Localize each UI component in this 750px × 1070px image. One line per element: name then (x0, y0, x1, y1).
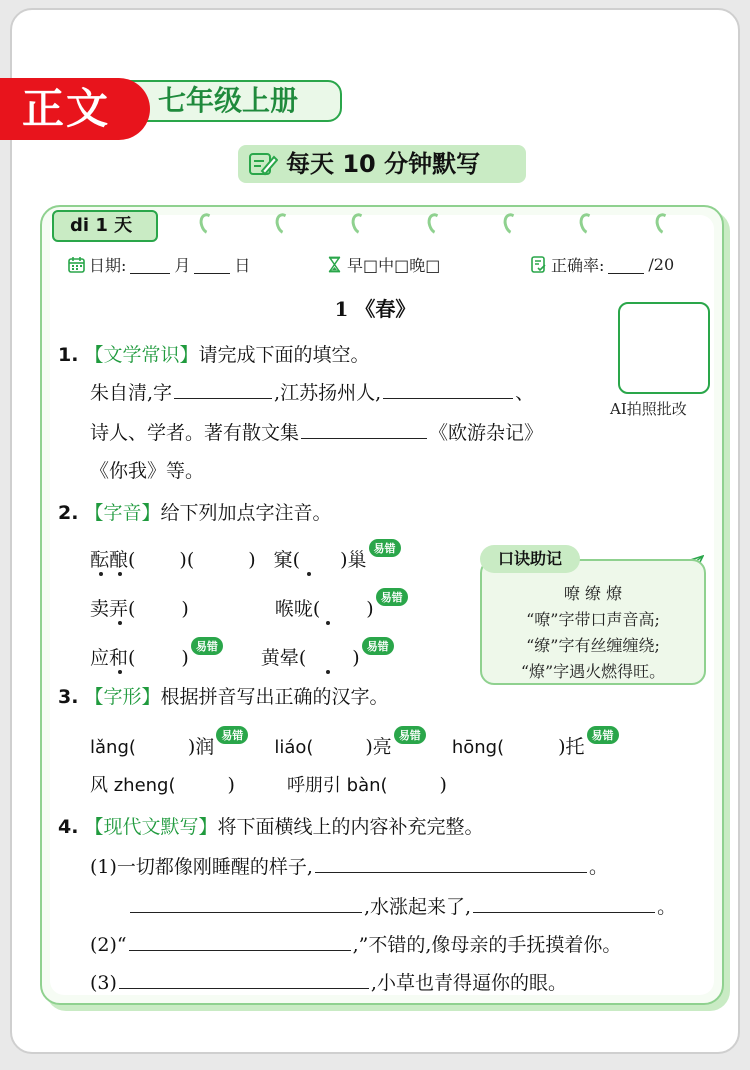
q4-text: (2)“ (90, 934, 127, 956)
error-prone-badge: 易错 (587, 726, 619, 744)
q4-text: (3) (90, 972, 117, 994)
question-number: 4. (58, 816, 79, 838)
q3-text: 风 zheng( (90, 775, 176, 796)
accuracy-label: 正确率: (551, 256, 605, 275)
q1-text: 《欧游杂记》 (429, 422, 544, 444)
question-4-heading (58, 812, 483, 839)
q1-line-3: 《你我》等。 (90, 460, 205, 482)
accuracy-field[interactable] (530, 253, 674, 276)
q2-text: ) (248, 549, 256, 571)
question-prompt: 根据拼音写出正确的汉字。 (160, 686, 389, 708)
q1-line-1 (90, 378, 534, 405)
question-prompt: 请完成下面的填空。 (198, 344, 370, 366)
question-2-heading (58, 498, 331, 525)
question-prompt: 将下面横线上的内容补充完整。 (217, 816, 484, 838)
question-tag: 【字形】 (84, 686, 161, 708)
q4-text: 。 (657, 896, 677, 918)
month-label: 月 (174, 256, 191, 275)
q3-text: 呼朋引 bàn( (286, 775, 388, 796)
date-field[interactable] (68, 253, 250, 276)
q2-text: ) (366, 598, 374, 620)
calendar-icon (68, 256, 85, 273)
page-title-text: 每天 10 分钟默写 (286, 150, 481, 178)
q1-text: 、 (515, 382, 535, 404)
question-tag: 【现代文默写】 (84, 816, 218, 838)
error-prone-badge: 易错 (191, 637, 223, 655)
error-prone-badge: 易错 (362, 637, 394, 655)
grade-label: 七年级上册 (120, 80, 342, 122)
question-prompt: 给下列加点字注音。 (160, 502, 332, 524)
q1-text: 朱自清,字 (90, 382, 173, 404)
question-3-heading (58, 682, 388, 709)
error-prone-badge: 易错 (216, 726, 248, 744)
answer-blank[interactable] (301, 419, 427, 439)
q3-text: )润 (187, 736, 215, 758)
day-tab: di 1 天 (52, 210, 158, 242)
mnemonic-body (480, 559, 706, 685)
q3-text: hōng( (451, 737, 505, 758)
q2-text: 酝酿( (90, 549, 136, 571)
q4-text: 。 (588, 856, 608, 878)
time-of-day-field[interactable] (326, 253, 440, 276)
q2-row-1 (90, 542, 401, 572)
answer-blank[interactable] (130, 893, 362, 913)
q3-text: ) (227, 774, 235, 796)
pencil-note-icon (248, 151, 278, 177)
answer-blank[interactable] (383, 379, 513, 399)
q2-text: 卖弄( (90, 598, 136, 620)
q2-text: 应和( (90, 647, 136, 669)
error-prone-badge: 易错 (369, 539, 401, 557)
lesson-title: 1 《春》 (334, 297, 416, 321)
answer-blank[interactable] (473, 893, 655, 913)
question-tag: 【文学常识】 (84, 344, 199, 366)
q4-line-3 (90, 930, 621, 957)
q2-text: 黄晕( (260, 647, 307, 669)
q2-text: )巢 (340, 549, 367, 571)
q3-row-1 (90, 729, 619, 759)
q4-text: ,小草也青得逼你的眼。 (370, 972, 567, 994)
section-badge: 正文 (0, 78, 150, 140)
q4-line-4 (90, 968, 567, 995)
q3-text: )托 (558, 736, 585, 758)
mnemonic-line: “缭”字有丝缠缠绕; (526, 636, 660, 655)
q2-text: 窠( (273, 549, 301, 571)
ai-grading-box[interactable] (618, 302, 710, 394)
answer-blank[interactable] (129, 931, 351, 951)
question-number: 1. (58, 344, 79, 366)
q1-text: ,江苏扬州人, (274, 382, 382, 404)
mnemonic-chars: 嘹 缭 燎 (563, 584, 623, 603)
q2-text: ) (352, 647, 360, 669)
q2-text: 喉咙( (274, 598, 321, 620)
q4-text: (1)一切都像刚睡醒的样子, (90, 856, 313, 878)
q4-line-1 (90, 852, 608, 879)
q3-text: liáo( (274, 737, 314, 758)
mnemonic-title: 口诀助记 (480, 545, 580, 573)
error-prone-badge: 易错 (394, 726, 426, 744)
score-sheet-icon (530, 256, 547, 273)
time-of-day-options: 早□中□晚□ (347, 256, 441, 275)
q2-row-3 (90, 640, 394, 670)
page-title (238, 145, 526, 183)
q2-row-2 (90, 591, 408, 621)
answer-blank[interactable] (174, 379, 272, 399)
q3-text: ) (439, 774, 447, 796)
accuracy-total: /20 (648, 255, 675, 274)
q1-line-2 (90, 418, 543, 445)
q2-text: )( (179, 549, 195, 571)
q2-text: ) (181, 647, 189, 669)
question-number: 2. (58, 502, 79, 524)
error-prone-badge: 易错 (376, 588, 408, 606)
mnemonic-box (480, 545, 710, 685)
q4-text: ,”不错的,像母亲的手抚摸着你。 (352, 934, 622, 956)
q3-row-2 (90, 771, 447, 797)
q1-text: 诗人、学者。著有散文集 (90, 422, 300, 444)
question-1-heading (58, 340, 369, 367)
mnemonic-line: “燎”字遇火燃得旺。 (520, 662, 666, 681)
mnemonic-line: “嘹”字带口声音高; (526, 610, 660, 629)
q2-text: ) (181, 598, 189, 620)
day-label: 日 (234, 256, 251, 275)
q4-text: ,水涨起来了, (364, 896, 472, 918)
ai-grading-label: AI拍照批改 (610, 400, 687, 418)
date-label: 日期: (89, 256, 127, 275)
answer-blank[interactable] (315, 853, 587, 873)
q4-line-2 (128, 892, 676, 919)
q3-text: )亮 (365, 736, 392, 758)
q3-text: lǎng( (90, 737, 136, 758)
question-number: 3. (58, 686, 79, 708)
question-tag: 【字音】 (84, 502, 161, 524)
hourglass-icon (326, 256, 343, 273)
answer-blank[interactable] (119, 969, 369, 989)
